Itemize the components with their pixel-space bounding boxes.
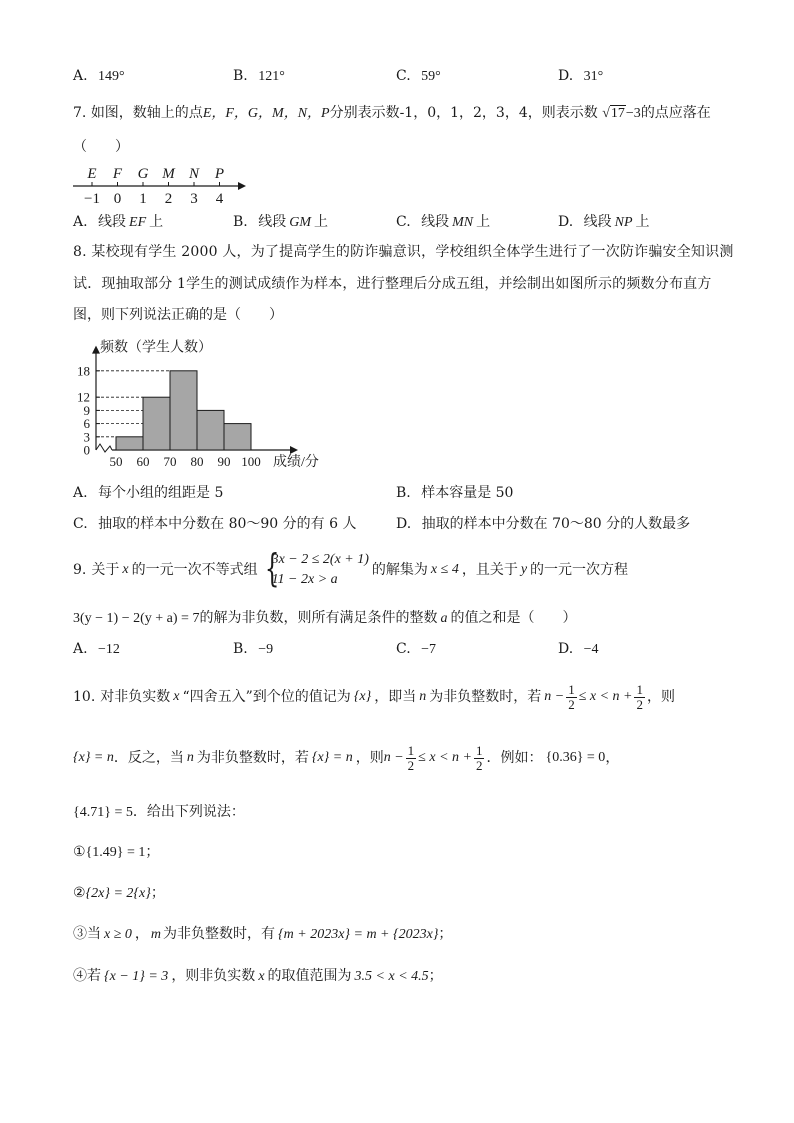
example-1: {0.36} = 0 xyxy=(545,750,606,765)
statement-cond: x ≥ 0 xyxy=(104,927,132,942)
option-label: B. xyxy=(396,485,411,501)
histogram-bar xyxy=(143,397,170,450)
punct: ， xyxy=(134,926,149,942)
option-prefix: 线段 xyxy=(583,214,612,230)
option-text: 样本容量是 50 xyxy=(421,485,514,501)
histogram-bar xyxy=(170,371,197,450)
tick-label: −1 xyxy=(84,191,100,207)
option-label: D. xyxy=(396,516,412,532)
round-eq: {x} = n xyxy=(73,750,114,765)
q9-text-c: 的解集为 xyxy=(371,562,428,578)
statement-mark: ② xyxy=(73,885,86,901)
option-label: D. xyxy=(558,68,574,84)
option-prefix: 线段 xyxy=(421,214,450,230)
histogram-bar xyxy=(116,437,143,450)
cond-mid: ≤ x < n + xyxy=(578,689,633,704)
q6-option-d xyxy=(558,66,603,87)
q9-equation: 3(y − 1) − 2(y + a) = 7 xyxy=(73,611,200,626)
y-tick-label: 12 xyxy=(77,389,90,405)
q7-number-line xyxy=(70,160,260,210)
option-label: D. xyxy=(558,641,574,657)
q9-solution: x ≤ 4 xyxy=(430,562,459,577)
option-label: A. xyxy=(73,641,88,657)
q10-line-3 xyxy=(73,802,245,823)
cond-mid: ≤ x < n + xyxy=(418,750,472,765)
frac-den: 2 xyxy=(407,757,415,773)
round-x: {x} xyxy=(353,689,372,704)
var-n: n xyxy=(186,750,194,765)
q7-option-b xyxy=(233,212,328,233)
statement-1 xyxy=(73,842,159,863)
q9-option-c xyxy=(396,639,436,660)
x-tick-label: 90 xyxy=(217,454,231,469)
x-axis-arrow-icon xyxy=(290,446,298,454)
punct: ， xyxy=(605,750,620,766)
q9-text-a: 关于 xyxy=(91,562,120,578)
q7-option-a xyxy=(73,212,163,233)
frac-num: 1 xyxy=(636,681,643,697)
q10-text-e: ，则 xyxy=(646,689,675,705)
y-axis-label: 频数（学生人数） xyxy=(100,340,212,356)
q10-line-2 xyxy=(73,738,619,778)
option-label: B. xyxy=(233,214,248,230)
statement-math: {2x} = 2{x} xyxy=(85,886,151,901)
q6-option-a xyxy=(73,66,125,87)
var-n: n xyxy=(419,689,427,704)
q7-text-b: 分别表示数-1，0，1，2，3，4，则表示数 xyxy=(329,105,598,121)
x-axis-label: 成绩/分 xyxy=(273,455,319,470)
x-tick-label: 60 xyxy=(136,454,150,469)
q10-text-c: ，即当 xyxy=(374,689,417,705)
tick-label: 0 xyxy=(113,191,122,207)
punct: ； xyxy=(428,968,443,984)
option-label: C. xyxy=(396,641,411,657)
tick-label: 4 xyxy=(215,191,224,207)
q7-option-c xyxy=(396,212,490,233)
option-text: 每个小组的组距是 5 xyxy=(98,485,224,501)
point-label: F xyxy=(112,166,123,182)
q10-line3-b: ．给出下列说法： xyxy=(132,804,245,820)
statement-text: ，则非负实数 xyxy=(171,968,256,984)
var-x: x xyxy=(173,689,180,704)
q9-number: 9. xyxy=(73,562,87,578)
q7-text-c: 的点应落在 xyxy=(640,105,711,121)
var-a: a xyxy=(440,611,448,626)
y-tick-label: 9 xyxy=(83,402,90,418)
point-label: M xyxy=(162,166,175,182)
y-tick-label: 6 xyxy=(83,416,90,432)
option-value: −9 xyxy=(258,642,274,657)
inequality-1: { 3x − 2 ≤ 2(x + 1) xyxy=(271,552,369,567)
statement-math: {1.49} = 1 xyxy=(85,845,146,860)
y-axis-arrow-icon xyxy=(92,346,100,354)
cond-left: n − xyxy=(544,689,565,704)
x-tick-label: 50 xyxy=(109,454,123,469)
q10-text-d: 为非负整数时，若 xyxy=(429,689,542,705)
option-value: −7 xyxy=(421,642,437,657)
punct: ； xyxy=(150,885,165,901)
q7-points: E，F，G，M，N，P xyxy=(202,106,330,121)
q6-option-c xyxy=(396,66,441,87)
option-suffix: 上 xyxy=(476,214,491,230)
tick-label: 3 xyxy=(190,191,198,207)
q10-line2-c: 为非负整数时，若 xyxy=(196,750,309,766)
cond-left: n − xyxy=(383,750,404,765)
punct: ； xyxy=(145,844,160,860)
statement-4 xyxy=(73,966,443,987)
option-label: D. xyxy=(558,214,574,230)
statement-mark: ③当 xyxy=(73,926,101,942)
q9-text-d: ，且关于 xyxy=(461,562,518,578)
round-eq: {x} = n xyxy=(311,750,353,765)
inequality-system xyxy=(262,550,369,590)
statement-2 xyxy=(73,883,165,904)
option-label: A. xyxy=(73,485,88,501)
q10-text-a: 对非负实数 xyxy=(100,689,171,705)
q9-option-a xyxy=(73,639,120,660)
q7-paren: （ ） xyxy=(73,139,129,155)
option-label: A. xyxy=(73,68,88,84)
option-segment: MN xyxy=(452,215,474,230)
option-prefix: 线段 xyxy=(98,214,127,230)
q9-stem-line-2 xyxy=(73,608,576,629)
frac-num: 1 xyxy=(568,681,575,697)
option-value: −12 xyxy=(98,642,120,657)
q10-text-b: “四舍五入”到个位的值记为 xyxy=(182,689,351,705)
punct: ； xyxy=(438,926,453,942)
frac-den: 2 xyxy=(636,696,643,712)
var-m: m xyxy=(150,927,162,942)
sqrt-sign-icon: √ xyxy=(602,106,610,121)
option-value: −4 xyxy=(583,642,599,657)
option-label: A. xyxy=(73,214,88,230)
option-prefix: 线段 xyxy=(258,214,287,230)
q8-line-3: 图，则下列说法正确的是（ ） xyxy=(73,307,283,323)
q8-option-d xyxy=(396,514,690,534)
x-tick-label: 100 xyxy=(241,454,261,469)
frac-num: 1 xyxy=(475,742,483,758)
half-fraction xyxy=(474,744,485,773)
axis-break-mark xyxy=(96,444,112,452)
option-value: 121° xyxy=(258,69,285,84)
var-x: x xyxy=(122,562,129,577)
var-x: x xyxy=(258,969,265,984)
statement-mark: ④若 xyxy=(73,968,101,984)
q10-line2-e: ，则 xyxy=(355,750,384,766)
q9-stem-line-1 xyxy=(73,548,628,592)
option-label: C. xyxy=(396,68,411,84)
option-suffix: 上 xyxy=(635,214,650,230)
statement-cond: {x − 1} = 3 xyxy=(104,969,169,984)
option-value: 59° xyxy=(421,69,441,84)
q8-line-2: 试．现抽取部分 1学生的测试成绩作为样本，进行整理后分成五组，并绘制出如图所示的频数分布直方 xyxy=(73,276,712,292)
option-text: 抽取的样本中分数在 80～90 分的有 6 人 xyxy=(98,516,357,532)
q10-line2-b: ．反之，当 xyxy=(113,750,184,766)
q6-option-b xyxy=(233,66,285,87)
frac-den: 2 xyxy=(475,757,483,773)
option-value: 149° xyxy=(98,69,125,84)
q10-line-1 xyxy=(73,677,675,717)
q8-option-b xyxy=(396,483,513,503)
option-segment: EF xyxy=(129,215,147,230)
point-label: P xyxy=(214,166,225,182)
option-label: B. xyxy=(233,641,248,657)
var-y: y xyxy=(520,562,528,577)
option-suffix: 上 xyxy=(313,214,328,230)
option-suffix: 上 xyxy=(149,214,164,230)
point-label: G xyxy=(137,166,149,182)
option-segment: NP xyxy=(614,215,633,230)
option-text: 抽取的样本中分数在 70～80 分的人数最多 xyxy=(421,516,691,532)
q8-option-a xyxy=(73,483,223,503)
q7-stem xyxy=(73,103,711,124)
y-tick-label: 18 xyxy=(77,363,90,379)
q10-line2-f: ．例如： xyxy=(486,750,543,766)
tick-label: 2 xyxy=(164,191,173,207)
q8-option-c xyxy=(73,514,356,534)
axis-arrow-icon xyxy=(238,182,246,190)
q9-text-e: 的一元一次方程 xyxy=(530,562,629,578)
half-fraction xyxy=(406,744,417,773)
option-segment: GM xyxy=(289,215,311,230)
q7-option-d xyxy=(558,212,650,233)
q7-minus: −3 xyxy=(625,106,641,121)
histogram-bar xyxy=(197,410,224,450)
half-fraction xyxy=(634,683,645,712)
frac-den: 2 xyxy=(568,696,575,712)
q7-text-a: 如图，数轴上的点 xyxy=(90,105,203,121)
statement-math: {m + 2023x} = m + {2023x} xyxy=(278,927,439,942)
example-2: {4.71} = 5 xyxy=(73,805,133,820)
statement-text: 的取值范围为 xyxy=(267,968,352,984)
option-label: B. xyxy=(233,68,248,84)
histogram-bar xyxy=(224,424,251,450)
option-label: C. xyxy=(73,516,88,532)
q9-text-g: 的值之和是（ ） xyxy=(450,610,577,626)
x-tick-label: 80 xyxy=(190,454,204,469)
q7-radicand: 17 xyxy=(610,106,625,121)
option-label: C. xyxy=(396,214,411,230)
point-label: E xyxy=(87,166,97,182)
statement-mark: ① xyxy=(73,844,86,860)
point-label: N xyxy=(188,166,200,182)
q9-text-b: 的一元一次不等式组 xyxy=(131,562,258,578)
y-tick-label: 0 xyxy=(83,442,90,458)
inequality-2: 11 − 2x > a xyxy=(271,572,338,587)
statement-range: 3.5 < x < 4.5 xyxy=(354,969,429,984)
option-value: 31° xyxy=(583,69,604,84)
y-tick-label: 3 xyxy=(83,429,90,445)
statement-text: 为非负整数时，有 xyxy=(163,926,276,942)
q9-option-d xyxy=(558,639,599,660)
q8-histogram xyxy=(70,332,340,477)
q7-sqrt xyxy=(602,104,641,124)
statement-3 xyxy=(73,924,452,945)
q9-option-b xyxy=(233,639,273,660)
q7-number: 7. xyxy=(73,105,87,121)
half-fraction xyxy=(566,683,577,712)
tick-label: 1 xyxy=(139,191,147,207)
q8-line-1: 8. 某校现有学生 2000 人，为了提高学生的防诈骗意识，学校组织全体学生进行了一次防诈骗安全知识测 xyxy=(73,244,734,260)
x-tick-label: 70 xyxy=(163,454,177,469)
q9-text-f: 的解为非负数，则所有满足条件的整数 xyxy=(199,610,438,626)
frac-num: 1 xyxy=(407,742,415,758)
q10-number: 10. xyxy=(73,689,96,705)
